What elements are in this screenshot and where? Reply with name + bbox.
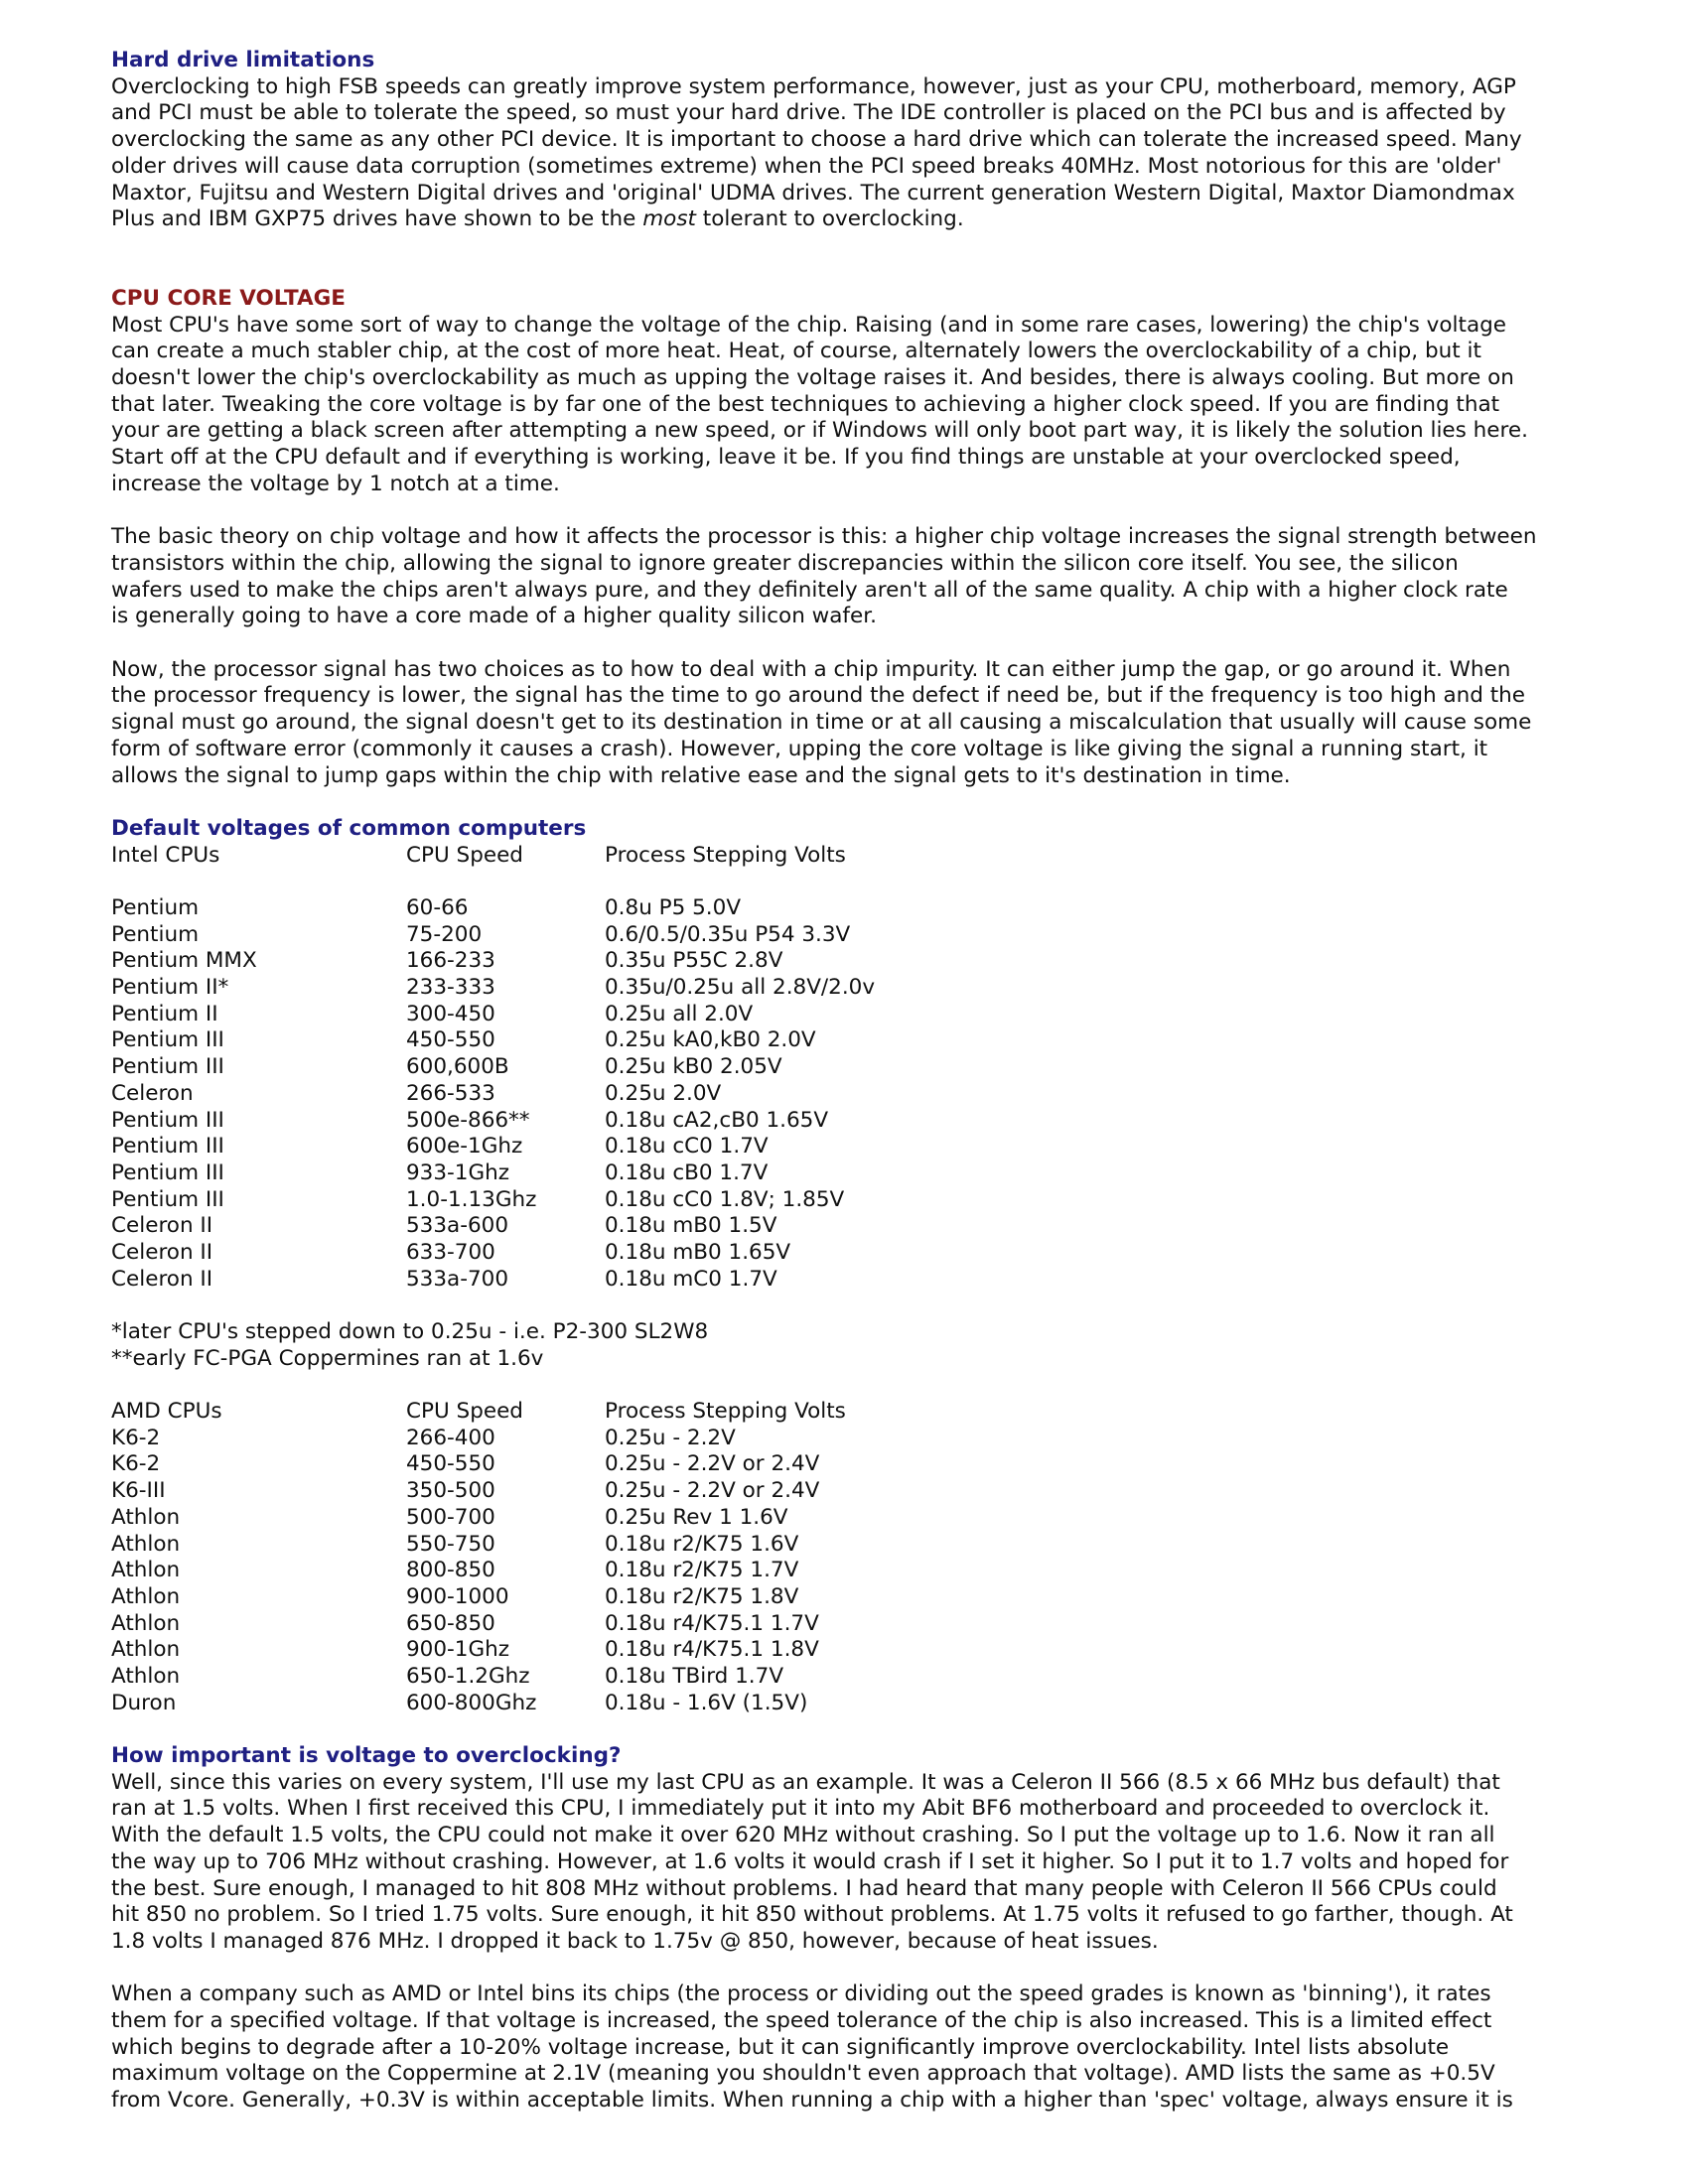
heading-default-voltages: Default voltages of common computers [111, 815, 587, 841]
table-cell: 300-450 [406, 1001, 495, 1026]
table-cell: Pentium III [111, 1186, 224, 1212]
table-cell: 60-66 [406, 895, 469, 921]
document-page [111, 48, 1601, 2115]
table-cell: 266-400 [406, 1425, 495, 1450]
text-line: wafers used to make the chips aren't always pure, and they definitely aren't all of the same quality. A chip with a higher clock rate [111, 577, 1508, 603]
table-cell: 650-850 [406, 1610, 495, 1636]
table-row [111, 1108, 1601, 1135]
text-line: form of software error (commonly it causes a crash). However, upping the core voltage is like giving the signal a running start, it [111, 736, 1488, 761]
table-cell: Athlon [111, 1583, 181, 1609]
text-line: Well, since this varies on every system, I'll use my last CPU as an example. It was a Celeron II 566 (8.5 x 66 MHz bus default) that [111, 1769, 1500, 1795]
table-cell: 266-533 [406, 1080, 495, 1106]
heading-cpu-core-voltage: CPU CORE VOLTAGE [111, 285, 346, 311]
text-line: Most CPU's have some sort of way to change the voltage of the chip. Raising (and in some rare cases, lowering) the chip's voltage [111, 312, 1506, 338]
text-line: the best. Sure enough, I managed to hit 808 MHz without problems. I had heard that many people with Celeron II 566 CPUs could [111, 1875, 1497, 1901]
text-line: ran at 1.5 volts. When I first received this CPU, I immediately put it into my Abit BF6 motherboard and proceeded to overclock it. [111, 1796, 1490, 1822]
table-row [111, 1240, 1601, 1267]
text-line: overclocking the same as any other PCI device. It is important to choose a hard drive which can tolerate the increased speed. Many [111, 127, 1522, 153]
table-cell: 0.6/0.5/0.35u P54 3.3V [605, 921, 851, 947]
table-row [111, 1532, 1601, 1559]
table-cell: Celeron II [111, 1213, 213, 1239]
table-cell: 0.25u - 2.2V [605, 1425, 736, 1450]
text-line: can create a much stabler chip, at the cost of more heat. Heat, of course, alternately lowers the overclockability of a chip, but it [111, 339, 1481, 364]
table-cell: 0.25u - 2.2V or 2.4V [605, 1478, 820, 1504]
table-row [111, 1637, 1601, 1664]
emphasis-most: most [642, 206, 696, 232]
table-cell: 166-233 [406, 948, 495, 974]
text-line: increase the voltage by 1 notch at a time. [111, 471, 560, 496]
footnote: *later CPU's stepped down to 0.25u - i.e. P2-300 SL2W8 [111, 1319, 709, 1345]
table-cell: 600e-1Ghz [406, 1134, 523, 1160]
table-cell: 0.35u/0.25u all 2.8V/2.0v [605, 975, 876, 1001]
table-cell: 633-700 [406, 1239, 495, 1265]
column-header: AMD CPUs [111, 1399, 222, 1425]
heading-hard-drive: Hard drive limitations [111, 48, 375, 72]
table-header-row [111, 1399, 1601, 1426]
table-cell: 533a-600 [406, 1213, 509, 1239]
table-cell: 0.35u P55C 2.8V [605, 948, 783, 974]
table-row [111, 1505, 1601, 1532]
table-cell: K6-2 [111, 1425, 161, 1450]
table-row [111, 1478, 1601, 1505]
paragraph-voltage-3 [111, 657, 1601, 790]
text-line: and PCI must be able to tolerate the speed, so must your hard drive. The IDE controller is placed on the PCI bus and is affected by [111, 100, 1506, 126]
table-cell: Athlon [111, 1610, 181, 1636]
intel-voltage-table [111, 843, 1601, 1294]
table-cell: 0.25u kA0,kB0 2.0V [605, 1027, 816, 1053]
text-line: allows the signal to jump gaps within the chip with relative ease and the signal gets to it's destination in time. [111, 762, 1291, 788]
table-cell: 0.18u r4/K75.1 1.7V [605, 1610, 819, 1636]
paragraph-hard-drive [111, 74, 1601, 233]
column-header: CPU Speed [406, 842, 523, 868]
text-line: Plus and IBM GXP75 drives have shown to be the [111, 206, 643, 232]
table-cell: 0.18u cC0 1.8V; 1.85V [605, 1186, 845, 1212]
table-row [111, 1451, 1601, 1478]
amd-table-body [111, 1426, 1601, 1717]
text-line: Maxtor, Fujitsu and Western Digital drives and 'original' UDMA drives. The current generation Western Digital, Maxtor Diamondmax [111, 180, 1515, 205]
table-cell: Pentium III [111, 1027, 224, 1053]
table-row [111, 948, 1601, 975]
text-line: hit 850 no problem. So I tried 1.75 volts. Sure enough, it hit 850 without problems. At 1.75 volts it refused to go farther, though. At [111, 1902, 1513, 1928]
table-cell: Pentium III [111, 1107, 224, 1133]
table-row [111, 1160, 1601, 1187]
table-cell: 450-550 [406, 1451, 495, 1477]
table-cell: 900-1Ghz [406, 1637, 510, 1663]
table-cell: 0.25u 2.0V [605, 1080, 722, 1106]
text-line: maximum voltage on the Coppermine at 2.1V (meaning you shouldn't even approach that voltage). AMD lists the same as +0.5V [111, 2061, 1495, 2087]
text-line: is generally going to have a core made of a higher quality silicon wafer. [111, 604, 877, 629]
table-cell: 0.25u kB0 2.05V [605, 1054, 782, 1080]
paragraph-importance-2 [111, 1981, 1601, 2115]
table-row [111, 1664, 1601, 1691]
table-cell: 0.18u r2/K75 1.6V [605, 1531, 799, 1557]
text-line: the way up to 706 MHz without crashing. However, at 1.6 volts it would crash if I set it higher. So I put it to 1.7 volts and hoped for [111, 1848, 1509, 1874]
table-cell: 0.18u - 1.6V (1.5V) [605, 1690, 808, 1715]
table-cell: 0.8u P5 5.0V [605, 895, 742, 921]
table-cell: Athlon [111, 1663, 181, 1689]
paragraph-importance-1 [111, 1770, 1601, 1956]
table-cell: 900-1000 [406, 1583, 509, 1609]
table-cell: Athlon [111, 1504, 181, 1530]
table-header-row [111, 843, 1601, 870]
table-cell: Pentium [111, 895, 200, 921]
table-row [111, 975, 1601, 1002]
table-cell: 0.18u cC0 1.7V [605, 1134, 769, 1160]
table-cell: 500e-866** [406, 1107, 530, 1133]
table-row [111, 1002, 1601, 1028]
text-line: Now, the processor signal has two choices as to how to deal with a chip impurity. It can either jump the gap, or go around it. When [111, 656, 1511, 682]
table-cell: Pentium [111, 921, 200, 947]
text-line: the processor frequency is lower, the signal has the time to go around the defect if need be, but if the frequency is too high and the [111, 683, 1526, 709]
table-row [111, 1584, 1601, 1611]
table-row [111, 1187, 1601, 1214]
text-line: The basic theory on chip voltage and how it affects the processor is this: a higher chip voltage increases the signal strength between [111, 524, 1537, 550]
table-cell: K6-2 [111, 1451, 161, 1477]
table-row [111, 895, 1601, 922]
table-cell: 0.18u TBird 1.7V [605, 1663, 784, 1689]
table-cell: Pentium III [111, 1134, 224, 1160]
table-row [111, 1081, 1601, 1108]
column-header: Process Stepping Volts [605, 1399, 846, 1425]
text-line: tolerant to overclocking. [695, 206, 964, 232]
footnotes [111, 1319, 1601, 1372]
table-cell: K6-III [111, 1478, 166, 1504]
text-line: older drives will cause data corruption (sometimes extreme) when the PCI speed breaks 40MHz. Most notorious for this are 'older' [111, 153, 1502, 179]
table-cell: Celeron II [111, 1239, 213, 1265]
paragraph-voltage-1 [111, 313, 1601, 498]
text-line: With the default 1.5 volts, the CPU could not make it over 620 MHz without crashing. So I put the voltage up to 1.6. Now it ran all [111, 1823, 1495, 1848]
text-line: that later. Tweaking the core voltage is by far one of the best techniques to achieving a higher clock speed. If you are finding that [111, 391, 1500, 417]
table-cell: 0.25u - 2.2V or 2.4V [605, 1451, 820, 1477]
table-row [111, 1054, 1601, 1081]
table-cell: 0.18u mB0 1.65V [605, 1239, 791, 1265]
table-cell: 550-750 [406, 1531, 495, 1557]
table-cell: Pentium III [111, 1160, 224, 1185]
table-row [111, 1691, 1601, 1717]
table-cell: Celeron [111, 1080, 194, 1106]
table-row [111, 1213, 1601, 1240]
text-line: Start off at the CPU default and if everything is working, leave it be. If you find things are unstable at your overclocked speed, [111, 445, 1461, 471]
column-header: Process Stepping Volts [605, 842, 846, 868]
table-cell: Pentium MMX [111, 948, 257, 974]
table-cell: 650-1.2Ghz [406, 1663, 530, 1689]
table-row [111, 1027, 1601, 1054]
heading-how-important: How important is voltage to overclocking? [111, 1743, 622, 1769]
paragraph-voltage-2 [111, 524, 1601, 630]
table-row [111, 1134, 1601, 1160]
text-line: 1.8 volts I managed 876 MHz. I dropped it back to 1.75v @ 850, however, because of heat issues. [111, 1928, 1159, 1954]
table-cell: Athlon [111, 1531, 181, 1557]
table-cell: 0.25u all 2.0V [605, 1001, 754, 1026]
table-cell: 0.18u cB0 1.7V [605, 1160, 769, 1185]
table-cell: 1.0-1.13Ghz [406, 1186, 537, 1212]
column-header: Intel CPUs [111, 842, 220, 868]
table-row [111, 1267, 1601, 1294]
table-cell: 600-800Ghz [406, 1690, 537, 1715]
table-cell: 450-550 [406, 1027, 495, 1053]
table-cell: 600,600B [406, 1054, 509, 1080]
table-cell: 0.18u mB0 1.5V [605, 1213, 777, 1239]
table-cell: Pentium III [111, 1054, 224, 1080]
table-cell: 350-500 [406, 1478, 495, 1504]
table-cell: 0.18u cA2,cB0 1.65V [605, 1107, 829, 1133]
table-cell: Duron [111, 1690, 177, 1715]
text-line: transistors within the chip, allowing the signal to ignore greater discrepancies within the silicon core itself. You see, the silicon [111, 550, 1459, 576]
table-cell: 0.25u Rev 1 1.6V [605, 1504, 788, 1530]
table-cell: 500-700 [406, 1504, 495, 1530]
text-line: your are getting a black screen after attempting a new speed, or if Windows will only boot part way, it is likely the solution lies here. [111, 418, 1528, 444]
text-line: When a company such as AMD or Intel bins its chips (the process or dividing out the speed grades is known as 'binning'), it rates [111, 1981, 1491, 2007]
text-line: which begins to degrade after a 10-20% voltage increase, but it can significantly improve overclockability. Intel lists absolute [111, 2034, 1450, 2060]
table-row [111, 1611, 1601, 1638]
table-cell: 0.18u r4/K75.1 1.8V [605, 1637, 819, 1663]
table-cell: Athlon [111, 1558, 181, 1583]
text-line: from Vcore. Generally, +0.3V is within acceptable limits. When running a chip with a higher than 'spec' voltage, always ensure it is [111, 2088, 1513, 2114]
text-line: them for a specified voltage. If that voltage is increased, the speed tolerance of the chip is also increased. This is a limited effect [111, 2008, 1492, 2034]
table-cell: Athlon [111, 1637, 181, 1663]
table-row [111, 1558, 1601, 1584]
table-cell: 933-1Ghz [406, 1160, 510, 1185]
table-row [111, 1426, 1601, 1452]
table-cell: 75-200 [406, 921, 483, 947]
table-cell: 0.18u r2/K75 1.7V [605, 1558, 799, 1583]
table-cell: 233-333 [406, 975, 495, 1001]
table-cell: 533a-700 [406, 1266, 509, 1292]
table-cell: Celeron II [111, 1266, 213, 1292]
table-row [111, 922, 1601, 949]
table-cell: Pentium II* [111, 975, 229, 1001]
text-line: Overclocking to high FSB speeds can greatly improve system performance, however, just as your CPU, motherboard, memory, AGP [111, 73, 1516, 99]
amd-voltage-table [111, 1399, 1601, 1716]
footnote: **early FC-PGA Coppermines ran at 1.6v [111, 1345, 544, 1371]
text-line: signal must go around, the signal doesn't get to its destination in time or at all causing a miscalculation that usually will cause some [111, 710, 1532, 736]
column-header: CPU Speed [406, 1399, 523, 1425]
table-cell: 0.18u mC0 1.7V [605, 1266, 777, 1292]
table-cell: 0.18u r2/K75 1.8V [605, 1583, 799, 1609]
text-line: doesn't lower the chip's overclockability as much as upping the voltage raises it. And besides, there is always cooling. But more on [111, 365, 1514, 391]
intel-table-body [111, 895, 1601, 1293]
table-cell: 800-850 [406, 1558, 495, 1583]
table-cell: Pentium II [111, 1001, 218, 1026]
